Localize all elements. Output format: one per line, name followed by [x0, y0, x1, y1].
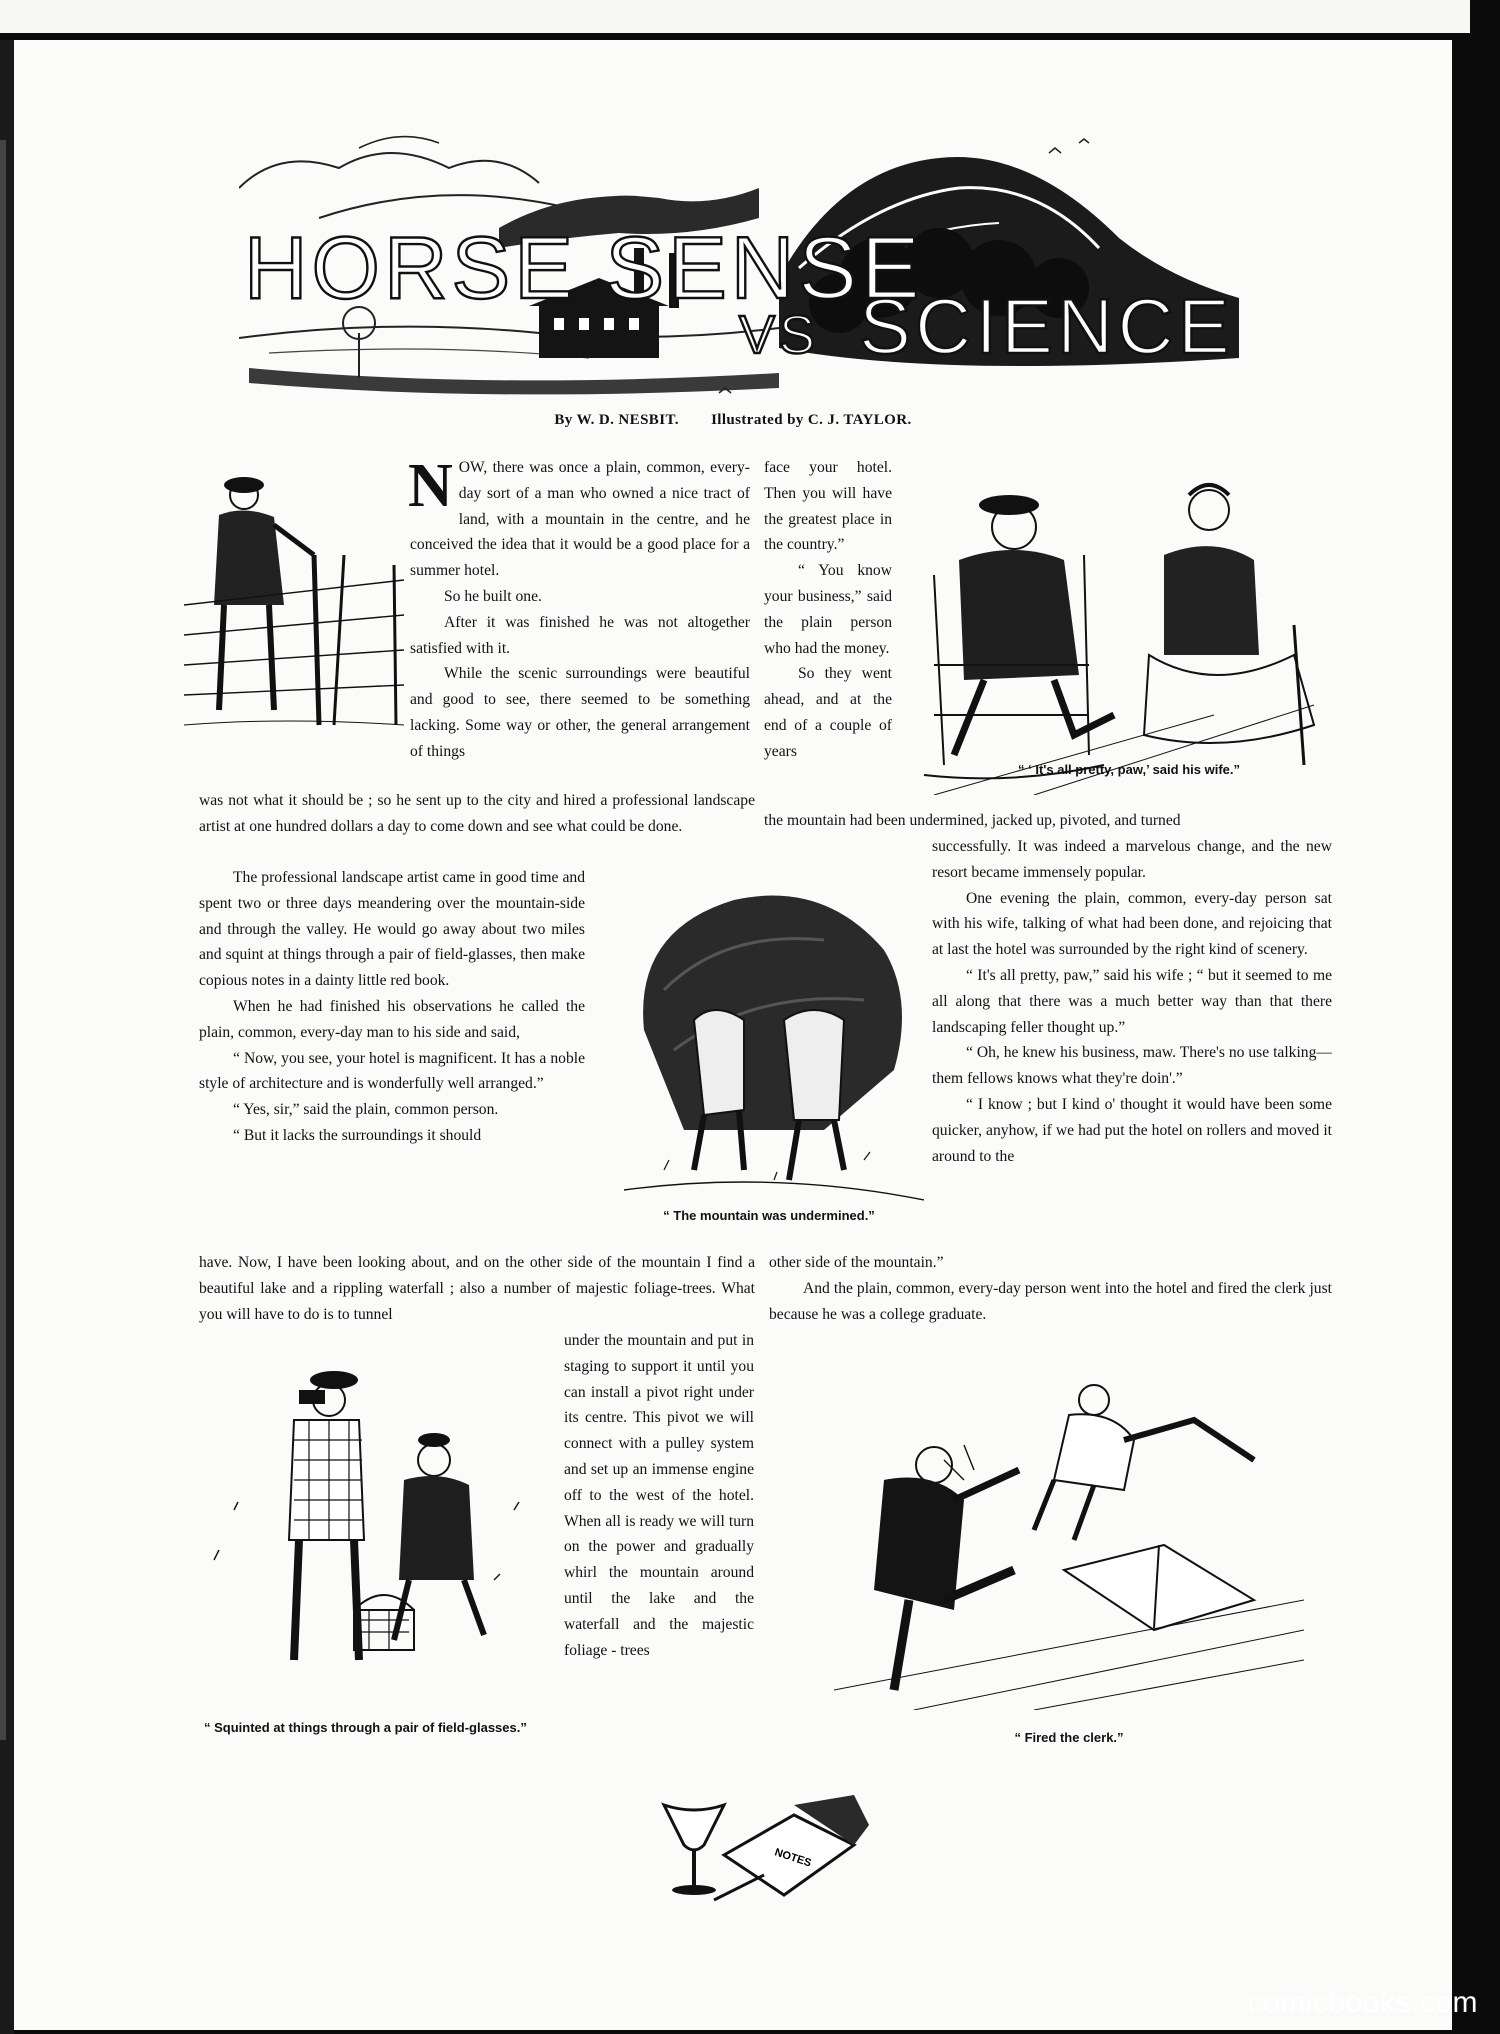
column-middle-top	[764, 455, 892, 765]
paragraph: After it was finished he was not altogether satisfied with it.	[410, 613, 750, 657]
drop-cap: N	[408, 452, 453, 520]
paragraph: “ I know ; but I kind o' thought it would have been some quicker, anyhow, if we had put the hotel on rollers and moved it around to the	[932, 1095, 1332, 1165]
paragraph: While the scenic surroundings were beautiful and good to see, there seemed to be something lacking. Some way or other, the general arrangement of things	[410, 665, 750, 760]
paragraph: The professional landscape artist came in good time and spent two or three days meandering over the mountain-side and through the valley. He would go away about two miles and squint at things through a pair of field-glasses, then make copious notes in a dainty little red book.	[199, 869, 585, 990]
column-right	[932, 834, 1332, 1169]
illustrator-credit: Illustrated by C. J. TAYLOR.	[711, 412, 912, 428]
caption-squinted: “ Squinted at things through a pair of field-glasses.”	[204, 1720, 527, 1735]
byline	[14, 412, 1452, 429]
title-line-3: SCIENCE	[859, 282, 1234, 370]
couple-on-porch-illustration	[914, 465, 1334, 795]
caption-fired: “ Fired the clerk.”	[1014, 1730, 1124, 1745]
paragraph: other side of the mountain.”	[769, 1254, 944, 1271]
binding-edge	[0, 40, 14, 2034]
caption-wife: “ ‘ It's all pretty, paw,’ said his wife.”	[1018, 762, 1240, 777]
paragraph: have. Now, I have been looking about, and on the other side of the mountain I find a beautiful lake and a rippling waterfall ; also a number of majestic foliage-trees. What you will have to do is to tunnel	[199, 1254, 755, 1323]
paragraph: And the plain, common, every-day person went into the hotel and fired the clerk just because he was a college graduate.	[769, 1279, 1332, 1323]
tailpiece-glass-and-notes	[654, 1785, 884, 1905]
paragraph: “ But it lacks the surroundings it should	[233, 1126, 482, 1144]
watermark: comicbooks.com	[1247, 1986, 1478, 2019]
paragraph: So he built one.	[444, 587, 542, 605]
column-left-top	[408, 452, 750, 765]
field-glasses-illustration	[194, 1360, 554, 1710]
column-right-wide-2	[769, 1250, 1332, 1327]
paragraph: face your hotel. Then you will have the greatest place in the country.”	[764, 459, 892, 554]
paragraph: “ You know your business,” said the plain person who had the money.	[764, 562, 892, 657]
paragraph: So they went ahead, and at the end of a couple of years	[764, 665, 892, 760]
paragraph: “ Now, you see, your hotel is magnificent. It has a noble style of architecture and is wonderfully well arranged.”	[199, 1049, 585, 1093]
paragraph: NOW, there was once a plain, common, every-day sort of a man who owned a nice tract of land, with a mountain in the centre, and he conceived the idea that it would be a good place for a summer hotel.	[408, 452, 750, 580]
column-center-narrow	[564, 1328, 754, 1663]
landscape-header-icon	[239, 128, 1249, 398]
paragraph: was not what it should be ; so he sent up to the city and hired a professional landscape artist at one hundred dollars a day to come down and see what could be done.	[199, 792, 755, 835]
author-credit: By W. D. NESBIT.	[554, 412, 679, 428]
magazine-page	[14, 40, 1452, 2030]
column-left-wide	[199, 788, 755, 840]
fired-clerk-illustration	[834, 1370, 1304, 1710]
title-line-2: VS	[739, 305, 820, 365]
paragraph: “ Yes, sir,” said the plain, common person.	[233, 1101, 499, 1119]
man-at-fence-illustration	[184, 455, 414, 735]
paragraph: “ It's all pretty, paw,” said his wife ; “ but it seemed to me all along that there was a much better way than that there landscaping feller thought up.”	[932, 966, 1332, 1036]
paragraph: under the mountain and put in staging to support it until you can install a pivot right under its centre. This pivot we will connect with a pulley system and set up an immense engine off to the west of the hotel. When all is ready we will turn on the power and gradually whirl the mountain around until the lake and the waterfall and the majestic foliage - trees	[564, 1332, 754, 1659]
title-line-1: HORSE SENSE	[244, 218, 924, 317]
column-right-wide	[764, 808, 1329, 834]
caption-undermined: “ The mountain was undermined.”	[663, 1208, 875, 1223]
mountain-undermined-illustration	[624, 870, 924, 1210]
paragraph: successfully. It was indeed a marvelous change, and the new resort became immensely popular.	[932, 838, 1332, 881]
title-illustration	[239, 128, 1249, 398]
column-left-middle	[199, 865, 585, 1149]
paragraph: the mountain had been undermined, jacked up, pivoted, and turned	[764, 812, 1181, 829]
paragraph: “ Oh, he knew his business, maw. There's no use talking—them fellows knows what they're doin'.”	[932, 1044, 1332, 1088]
paragraph: When he had finished his observations he called the plain, common, every-day man to his side and said,	[199, 997, 585, 1041]
top-sheet-edge	[0, 0, 1470, 33]
paragraph: One evening the plain, common, every-day person sat with his wife, talking of what had been done, and rejoicing that at last the hotel was surrounded by the right kind of scenery.	[932, 889, 1332, 959]
notes-label: NOTES	[773, 1846, 813, 1870]
column-left-wide-2	[199, 1250, 755, 1327]
